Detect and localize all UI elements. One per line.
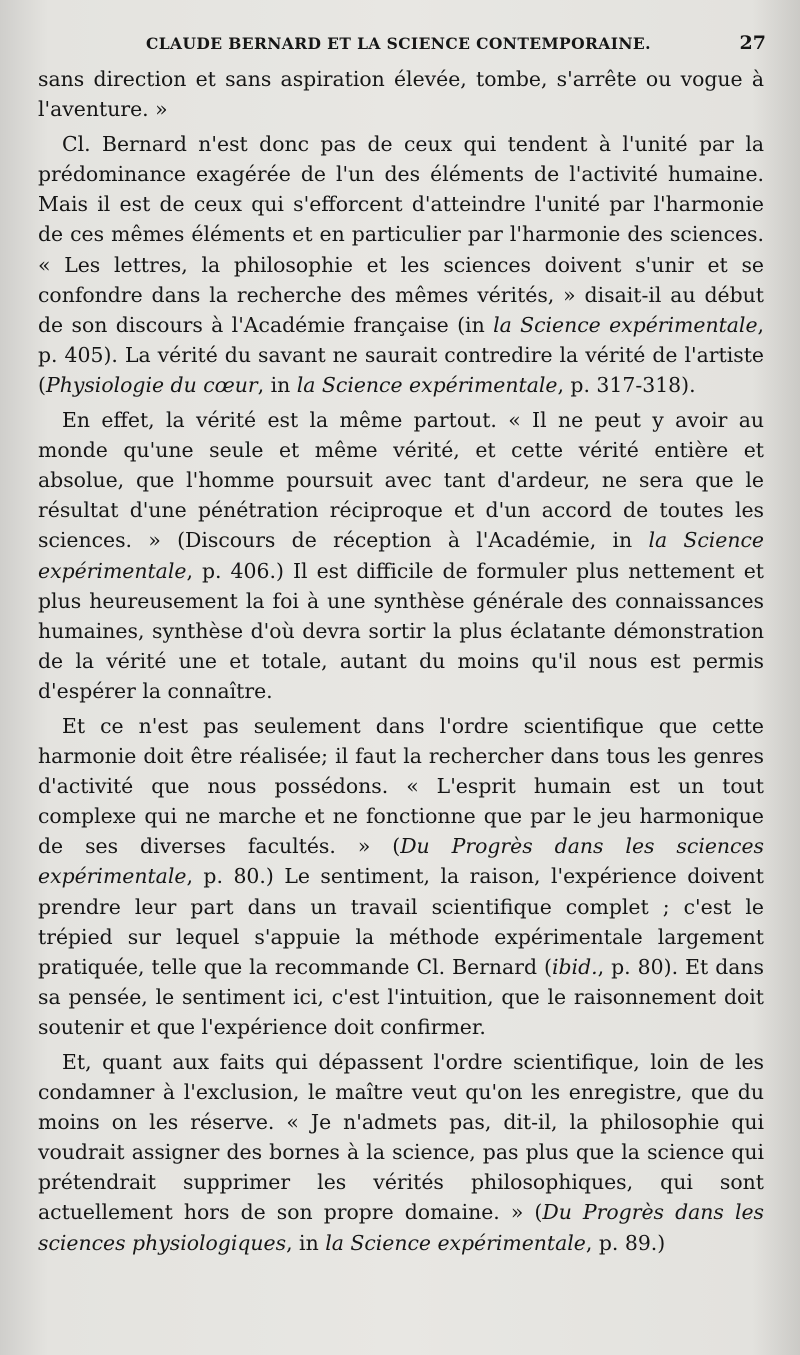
- paragraph-4: [38, 711, 764, 1042]
- page-body: [38, 64, 764, 1258]
- text-run: , p. 89.): [585, 1230, 666, 1255]
- page-number: 27: [739, 32, 766, 54]
- italic-citation: ibid.: [551, 954, 598, 979]
- text-run: , in: [257, 372, 297, 397]
- text-run: , p. 80). Et dans sa pensée, le sentiment ici, c'est l'intuition, que le raisonnement doit soutenir et que l'expérience doit confirmer.: [38, 954, 765, 1039]
- paragraph-2: [38, 129, 764, 400]
- text-run: sans direction et sans aspiration élevée, tombe, s'arrête ou vogue à l'aventure. »: [38, 67, 764, 122]
- italic-citation: Physiologie du cœur: [45, 372, 258, 397]
- italic-citation: la Science expérimentale: [493, 312, 758, 337]
- text-run: Cl. Bernard n'est donc pas de ceux qui tendent à l'unité par la prédominance exagérée de l'un des éléments de l'activité humaine. Mais il est de ceux qui s'efforcent d'atteindre l'unité par l'harmonie de ces mêmes éléments et en particulier par l'harmonie des sciences. « Les lettres, la philosophie et les sciences doivent s'unir et se confondre dans la recherche des mêmes vérités, » disait-il au début de son discours à l'Académie française (in: [38, 132, 764, 337]
- italic-citation: Du Progrès dans les sciences expérimentale: [38, 834, 764, 889]
- text-run: , p. 80.) Le sentiment, la raison, l'expérience doivent prendre leur part dans un travail scientifique complet ; c'est le trépied sur lequel s'appuie la méthode expérimentale largement pratiquée, telle que la recommande Cl. Bernard (: [38, 864, 764, 979]
- text-run: , p. 406.) Il est difficile de formuler plus nettement et plus heureusement la foi à une synthèse générale des connaissances humaines, synthèse d'où devra sortir la plus éclatante démonstration de la vérité une et totale, autant du moins qu'il nous est permis d'espérer la connaître.: [38, 558, 764, 703]
- paragraph-1: [38, 64, 764, 124]
- italic-citation: la Science expérimentale: [296, 372, 558, 397]
- text-run: Et, quant aux faits qui dépassent l'ordre scientifique, loin de les condamner à l'exclusion, le maître veut qu'on les enregistre, que du moins on les réserve. « Je n'admets pas, dit-il, la philosophie qui voudrait assigner des bornes à la science, pas plus que la science qui prétendrait supprimer les vérités philosophiques, qui sont actuellement hors de son propre domaine. » (: [38, 1050, 764, 1225]
- italic-citation: Du Progrès dans les sciences physiologiques: [38, 1200, 764, 1255]
- text-run: , p. 317-318).: [557, 372, 696, 397]
- text-run: Et ce n'est pas seulement dans l'ordre scientifique que cette harmonie doit être réalisée; il faut la rechercher dans tous les genres d'activité que nous possédons. « L'esprit humain est un tout complexe qui ne marche et ne fonctionne que par le jeu harmonique de ses diverses facultés. » (: [38, 713, 764, 859]
- page-header: [38, 26, 766, 60]
- text-run: , in: [286, 1230, 326, 1255]
- text-run: , p. 405). La vérité du savant ne saurait contredire la vérité de l'artiste (: [38, 312, 764, 397]
- paragraph-3: [38, 405, 764, 706]
- paragraph-5: [38, 1047, 764, 1258]
- italic-citation: la Science expérimentale: [325, 1230, 586, 1255]
- italic-citation: la Science expérimentale: [38, 528, 764, 583]
- running-title: CLAUDE BERNARD ET LA SCIENCE CONTEMPORAINE.: [146, 34, 651, 53]
- text-run: En effet, la vérité est la même partout. « Il ne peut y avoir au monde qu'une seule et même vérité, et cette vérité entière et absolue, que l'homme poursuit avec tant d'ardeur, ne sera que le résultat d'une pénétration réciproque et d'un accord de toutes les sciences. » (Discours de réception à l'Académie, in: [38, 408, 764, 553]
